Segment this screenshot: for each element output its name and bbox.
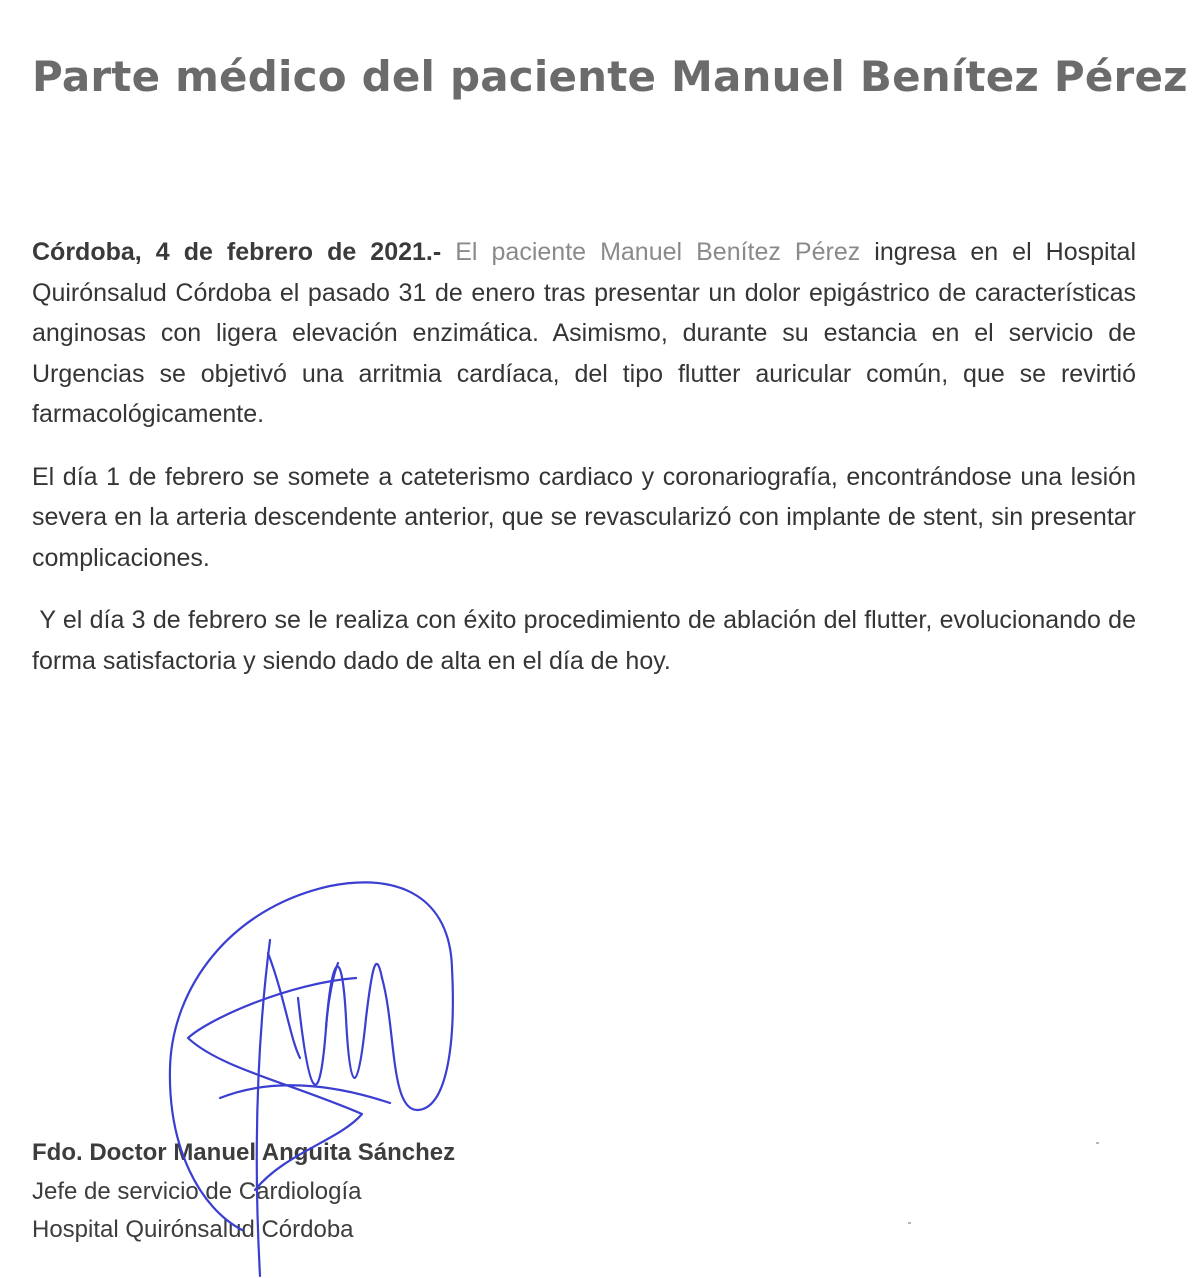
paragraph-admission	[32, 232, 1136, 435]
signer-name: Fdo. Doctor Manuel Anguita Sánchez	[32, 1139, 456, 1166]
patient-name: El paciente Manuel Benítez Pérez	[455, 238, 861, 266]
report-body	[32, 232, 1143, 703]
signer-role: Jefe de servicio de Cardiología	[32, 1177, 362, 1205]
paragraph-ablation: Y el día 3 de febrero se le realiza con éxito procedimiento de ablación del flutter, evolucionando de forma satisfactoria y siendo dado de alta en el día de hoy.	[32, 606, 1143, 675]
signer-hospital: Hospital Quirónsalud Córdoba	[32, 1216, 354, 1243]
paragraph-catheterization: El día 1 de febrero se somete a cateterismo cardiaco y coronariografía, encontrándose una lesión severa en la arteria descendente anterior, que se revascularizó con implante de stent, sin presentar complicaciones.	[32, 462, 1136, 572]
admission-text: ingresa en el Hospital Quirónsalud Córdoba el pasado 31 de enero tras presentar un dolor epigástrico de características anginosas con ligera elevación enzimática. Asimismo, durante su estancia en el servicio de Urgencias se objetivó una arritmia cardíaca, del tipo flutter auricular común, que se revirtió farmacológicamente.	[32, 238, 1136, 428]
date-lead: Córdoba, 4 de febrero de 2021.-	[32, 238, 442, 266]
page-title: Parte médico del paciente Manuel Benítez Pérez	[32, 52, 1188, 101]
signature-block	[32, 1134, 455, 1250]
